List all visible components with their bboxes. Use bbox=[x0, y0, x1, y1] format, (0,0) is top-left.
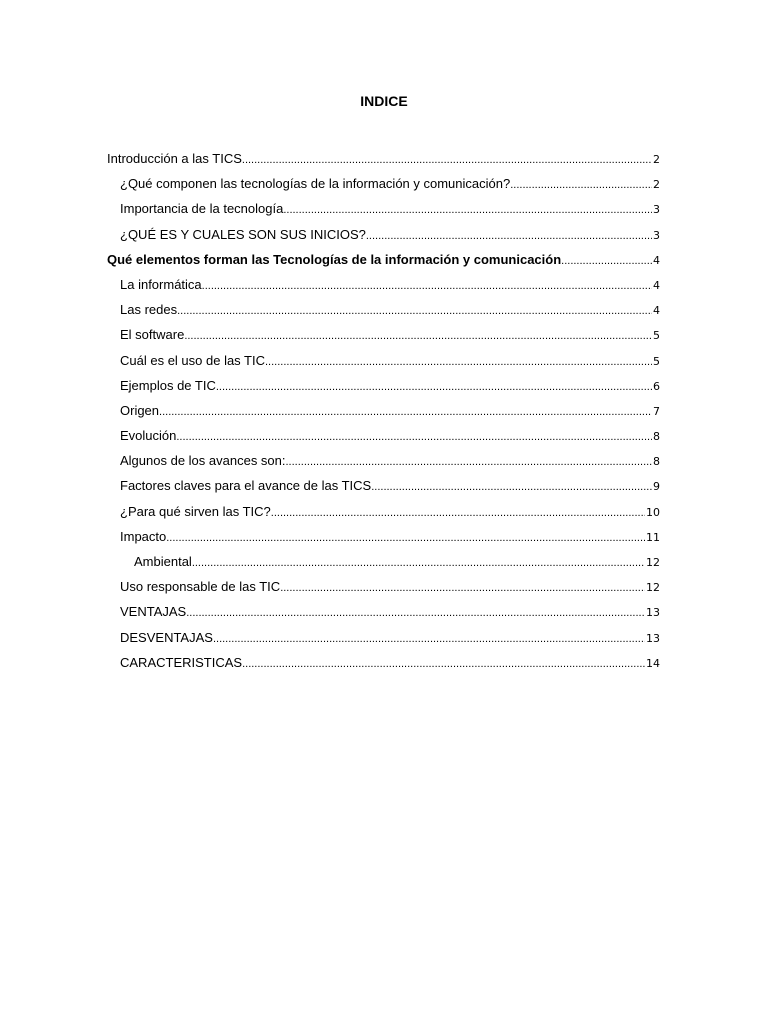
toc-leader-dots bbox=[280, 578, 645, 598]
toc-entry-page-number: 4 bbox=[653, 304, 660, 318]
toc-entry[interactable] bbox=[107, 174, 660, 199]
toc-entry-page-number: 5 bbox=[653, 354, 660, 368]
toc-entry[interactable] bbox=[107, 527, 660, 552]
toc-entry-label: ¿Qué componen las tecnologías de la información y comunicación? bbox=[120, 176, 511, 192]
toc-entry-page-number: 8 bbox=[653, 455, 660, 469]
toc-entry-page-number: 8 bbox=[653, 430, 660, 444]
toc-leader-dots bbox=[242, 150, 652, 170]
toc-entry-label: Qué elementos forman las Tecnologías de la información y comunicación bbox=[107, 251, 562, 267]
toc-entry[interactable] bbox=[107, 426, 660, 451]
toc-entry-page-number: 4 bbox=[653, 253, 660, 267]
table-of-contents bbox=[107, 149, 660, 678]
toc-entry[interactable] bbox=[107, 577, 660, 602]
toc-entry-page-number: 12 bbox=[646, 556, 660, 569]
toc-entry-label: Uso responsable de las TIC bbox=[120, 579, 281, 595]
toc-entry-label: DESVENTAJAS bbox=[120, 629, 213, 645]
toc-entry-label: Cuál es el uso de las TIC bbox=[120, 352, 265, 368]
toc-entry-page-number: 13 bbox=[646, 631, 660, 645]
toc-entry-page-number: 2 bbox=[653, 153, 660, 166]
toc-entry-page-number: 13 bbox=[646, 606, 660, 620]
toc-entry-label: Importancia de la tecnología bbox=[120, 201, 284, 217]
toc-leader-dots bbox=[216, 377, 652, 397]
toc-entry[interactable] bbox=[107, 451, 660, 476]
toc-entry[interactable] bbox=[107, 351, 660, 376]
toc-entry-page-number: 5 bbox=[653, 329, 660, 343]
toc-entry-page-number: 7 bbox=[653, 404, 660, 418]
toc-leader-dots bbox=[561, 251, 652, 271]
toc-entry-page-number: 3 bbox=[653, 228, 660, 242]
toc-entry-page-number: 6 bbox=[653, 379, 660, 393]
toc-entry[interactable] bbox=[107, 325, 660, 350]
toc-leader-dots bbox=[242, 654, 645, 674]
page-title: INDICE bbox=[360, 93, 408, 109]
toc-leader-dots bbox=[186, 603, 645, 623]
toc-entry[interactable] bbox=[107, 250, 660, 275]
toc-entry[interactable] bbox=[107, 552, 660, 577]
toc-leader-dots bbox=[213, 629, 645, 649]
toc-entry[interactable] bbox=[107, 502, 660, 527]
toc-entry[interactable] bbox=[107, 199, 660, 224]
toc-leader-dots bbox=[192, 553, 645, 573]
toc-leader-dots bbox=[371, 477, 652, 497]
toc-leader-dots bbox=[177, 301, 652, 321]
toc-entry-label: ¿QUÉ ES Y CUALES SON SUS INICIOS? bbox=[120, 226, 366, 242]
toc-leader-dots bbox=[286, 452, 653, 472]
toc-leader-dots bbox=[184, 326, 652, 346]
toc-entry[interactable] bbox=[107, 225, 660, 250]
toc-entry-label: Factores claves para el avance de las TICS bbox=[120, 478, 372, 494]
toc-entry-label: La informática bbox=[120, 276, 202, 292]
toc-entry-page-number: 10 bbox=[646, 505, 660, 519]
toc-entry[interactable] bbox=[107, 376, 660, 401]
toc-entry-label: Algunos de los avances son: bbox=[120, 453, 286, 469]
toc-entry-page-number: 3 bbox=[653, 203, 660, 217]
toc-entry-label: Introducción a las TICS bbox=[107, 151, 242, 166]
toc-entry-label: El software bbox=[120, 327, 185, 343]
toc-entry-label: VENTAJAS bbox=[120, 604, 187, 620]
toc-entry[interactable] bbox=[107, 476, 660, 501]
toc-entry[interactable] bbox=[107, 602, 660, 627]
toc-leader-dots bbox=[166, 528, 645, 548]
toc-entry[interactable] bbox=[107, 401, 660, 426]
toc-entry[interactable] bbox=[107, 275, 660, 300]
toc-entry[interactable] bbox=[107, 149, 660, 174]
toc-leader-dots bbox=[271, 503, 645, 523]
toc-entry-page-number: 9 bbox=[653, 480, 660, 494]
toc-entry[interactable] bbox=[107, 653, 660, 678]
toc-entry-page-number: 12 bbox=[646, 581, 660, 595]
toc-entry-label: CARACTERISTICAS bbox=[120, 654, 243, 670]
toc-entry[interactable] bbox=[107, 300, 660, 325]
toc-entry-page-number: 14 bbox=[646, 656, 660, 670]
toc-leader-dots bbox=[265, 352, 652, 372]
toc-entry-label: Evolución bbox=[120, 428, 177, 444]
toc-entry-label: Ejemplos de TIC bbox=[120, 377, 216, 393]
toc-leader-dots bbox=[510, 175, 652, 195]
toc-leader-dots bbox=[202, 276, 652, 296]
toc-entry-label: Ambiental bbox=[134, 554, 192, 569]
toc-entry-page-number: 4 bbox=[653, 278, 660, 292]
toc-entry[interactable] bbox=[107, 628, 660, 653]
toc-leader-dots bbox=[283, 200, 652, 220]
toc-entry-label: Las redes bbox=[120, 302, 178, 318]
toc-entry-page-number: 2 bbox=[653, 178, 660, 192]
toc-entry-label: ¿Para qué sirven las TIC? bbox=[120, 503, 271, 519]
toc-leader-dots bbox=[159, 402, 652, 422]
toc-leader-dots bbox=[176, 427, 652, 447]
toc-leader-dots bbox=[366, 226, 652, 246]
toc-entry-label: Impacto bbox=[120, 528, 167, 544]
toc-entry-page-number: 11 bbox=[646, 530, 660, 544]
toc-entry-label: Origen bbox=[120, 402, 160, 418]
